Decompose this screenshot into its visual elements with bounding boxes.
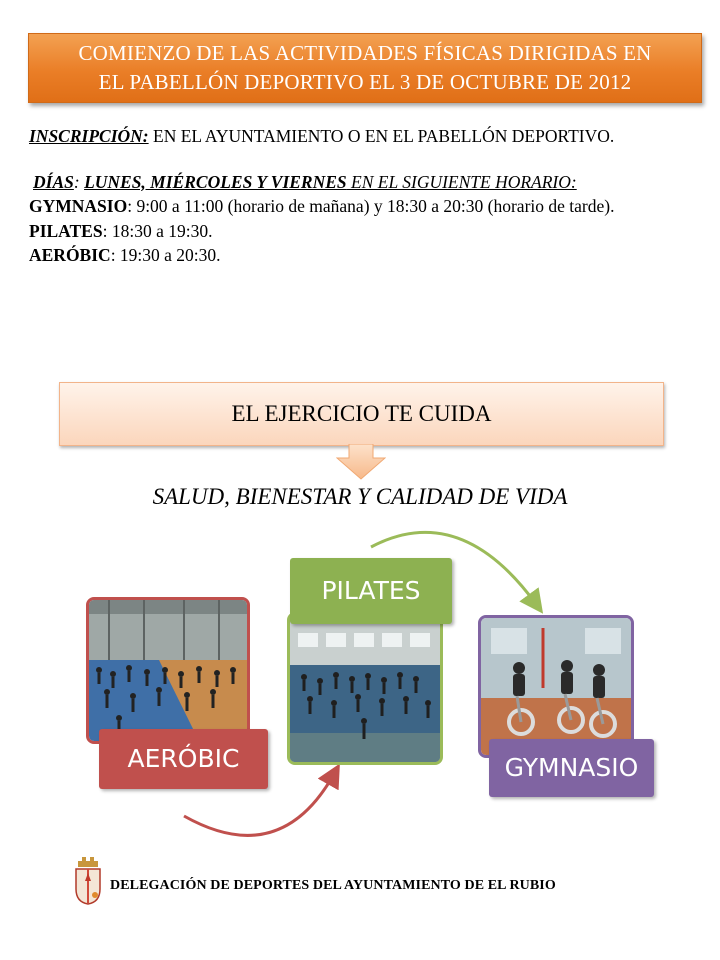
aerobic-tag: AERÓBIC bbox=[99, 729, 268, 789]
days-list: LUNES, MIÉRCOLES Y VIERNES bbox=[84, 171, 347, 192]
aerobic-hours: : 19:30 a 20:30. bbox=[110, 245, 221, 265]
pilates-tag: PILATES bbox=[290, 558, 452, 624]
aerobic-label: AERÓBIC bbox=[29, 245, 111, 265]
title-line-1: COMIENZO DE LAS ACTIVIDADES FÍSICAS DIRIGIDAS EN bbox=[78, 41, 652, 65]
title-line-2: EL PABELLÓN DEPORTIVO EL 3 DE OCTUBRE DE 2012 bbox=[98, 70, 632, 94]
gym-photo bbox=[478, 615, 634, 758]
pilates-hours: : 18:30 a 19:30. bbox=[102, 220, 213, 241]
inscripcion-text: EN EL AYUNTAMIENTO O EN EL PABELLÓN DEPORTIVO. bbox=[148, 126, 615, 146]
aerobic-photo bbox=[86, 597, 250, 744]
inscripcion-label: INSCRIPCIÓN: bbox=[29, 126, 149, 146]
days-line: DÍAS: LUNES, MIÉRCOLES Y VIERNES EN EL SIGUIENTE HORARIO: bbox=[33, 171, 577, 192]
days-schedule-text: EN EL SIGUIENTE HORARIO: bbox=[346, 171, 577, 192]
days-label: DÍAS bbox=[33, 171, 74, 192]
gym-tag: GYMNASIO bbox=[489, 739, 654, 797]
gym-label: GYMNASIO bbox=[29, 196, 128, 216]
town-crest-icon bbox=[73, 857, 103, 905]
gym-hours: : 9:00 a 11:00 (horario de mañana) y 18:30 a 20:30 (horario de tarde). bbox=[127, 196, 615, 216]
pilates-label: PILATES bbox=[29, 220, 103, 241]
footer-text: DELEGACIÓN DE DEPORTES DEL AYUNTAMIENTO DE EL RUBIO bbox=[110, 878, 556, 893]
slogan: SALUD, BIENESTAR Y CALIDAD DE VIDA bbox=[152, 484, 568, 509]
pilates-photo bbox=[287, 612, 443, 765]
exercise-callout: EL EJERCICIO TE CUIDA bbox=[59, 382, 664, 446]
